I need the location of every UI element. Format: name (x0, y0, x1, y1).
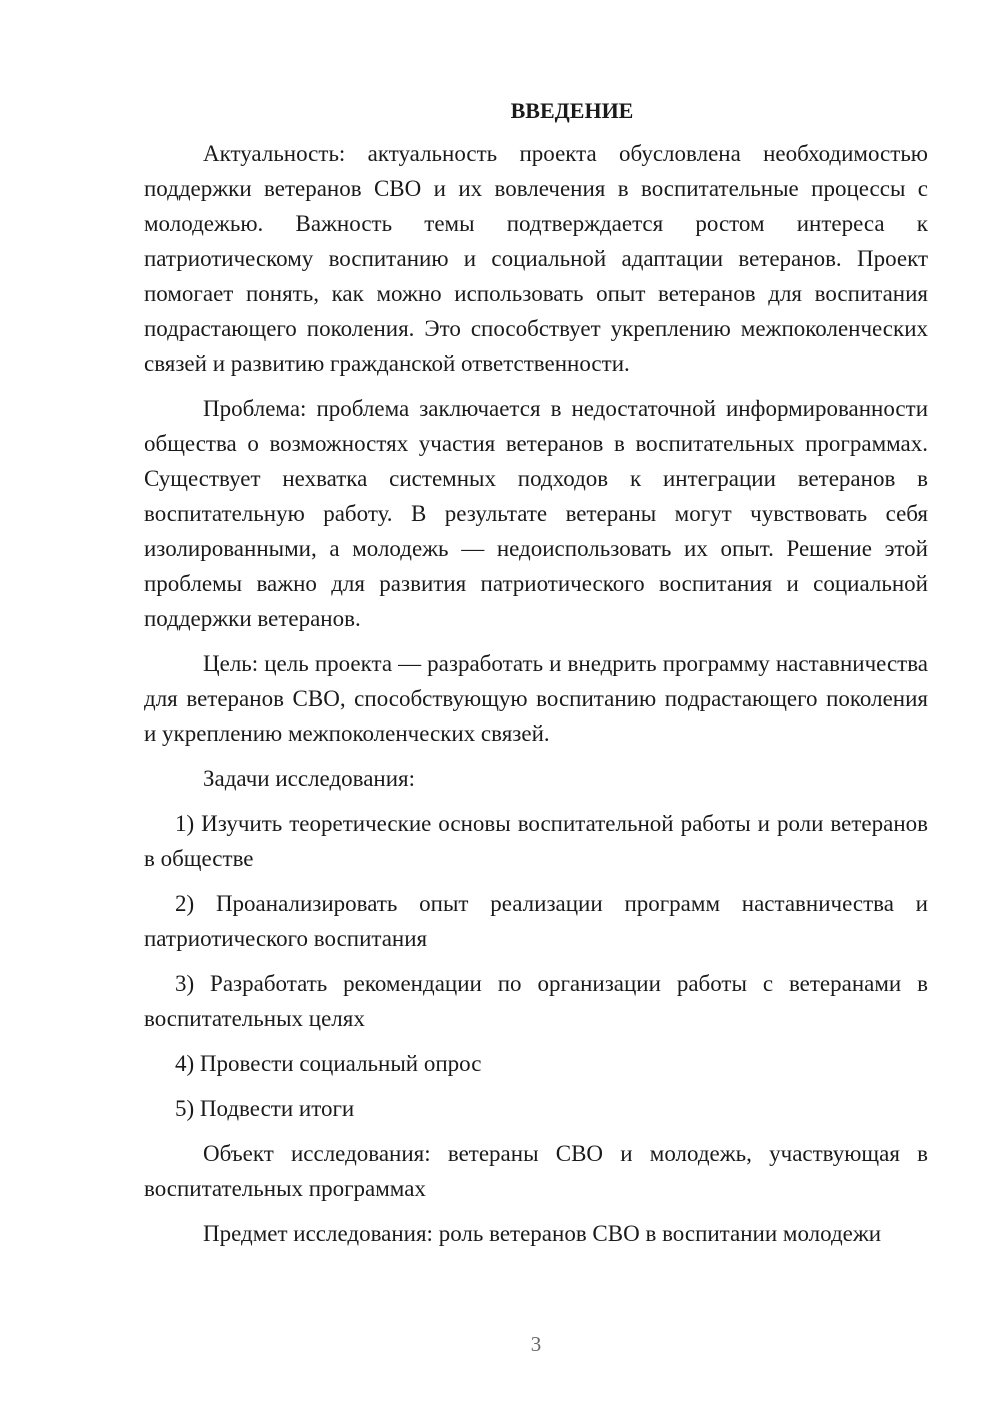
task-item-2: 2) Проанализировать опыт реализации программ наставничества и патриотического воспитания (144, 891, 928, 951)
paragraph-object: Объект исследования: ветераны СВО и молодежь, участвующая в воспитательных программах (144, 1141, 928, 1201)
paragraph-subject: Предмет исследования: роль ветеранов СВО в воспитании молодежи (203, 1221, 882, 1246)
paragraph-relevance: Актуальность: актуальность проекта обусловлена необходимостью поддержки ветеранов СВО и их вовлечения в воспитательные процессы с молодежью. Важность темы подтверждается ростом интереса к патриотическому воспитанию и социальной адаптации ветеранов. Проект помогает понять, как можно использовать опыт ветеранов для воспитания подрастающего поколения. Это способствует укреплению межпоколенческих связей и развитию гражданской ответственности. (144, 141, 928, 376)
document-body (144, 96, 928, 1261)
paragraph-problem: Проблема: проблема заключается в недостаточной информированности общества о возможностях участия ветеранов в воспитательных программах. Существует нехватка системных подходов к интеграции ветеранов в воспитательную работу. В результате ветераны могут чувствовать себя изолированными, а молодежь — недоиспользовать их опыт. Решение этой проблемы важно для развития патриотического воспитания и социальной поддержки ветеранов. (144, 396, 928, 631)
task-item-3: 3) Разработать рекомендации по организации работы с ветеранами в воспитательных целях (144, 971, 928, 1031)
page-number: 3 (530, 1332, 542, 1356)
tasks-heading: Задачи исследования: (203, 766, 416, 791)
page-title: ВВЕДЕНИЕ (510, 98, 634, 123)
task-item-5: 5) Подвести итоги (175, 1096, 355, 1121)
task-item-4: 4) Провести социальный опрос (175, 1051, 482, 1076)
task-item-1: 1) Изучить теоретические основы воспитательной работы и роли ветеранов в обществе (144, 811, 928, 871)
paragraph-goal: Цель: цель проекта — разработать и внедрить программу наставничества для ветеранов СВО, способствующую воспитанию подрастающего поколения и укреплению межпоколенческих связей. (144, 651, 928, 746)
